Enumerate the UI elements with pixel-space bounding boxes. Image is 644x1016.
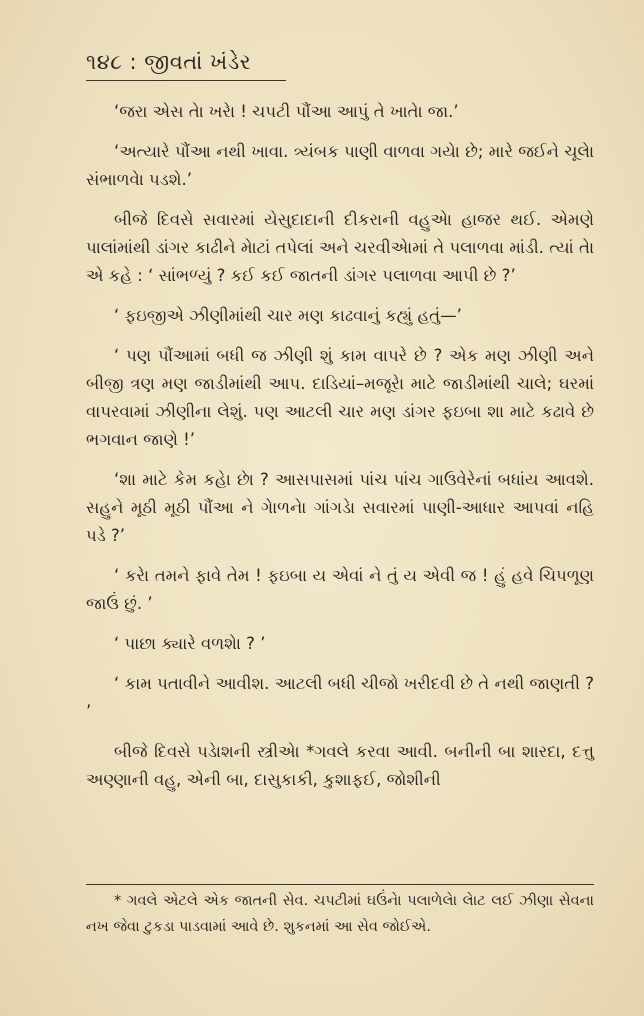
- paragraph-5: ‘ પણ પૌંઆમાં બધી જ ઝીણી શું કામ વાપરે છે ? એક મણ ઝીણી અને બીજી ત્રણ મણ જાડીમાંથી આપ. દાડિયાં–મજૂરેા માટે જાડીમાંથી ચાલે; ઘરમાં વાપરવામાં ઝીણીના લેશું. પણ આટલી ચાર મણ ડાંગર ફઇબા શા માટે કઢાવે છે ભગવાન જાણે !’: [86, 346, 594, 449]
- paragraph-7: ‘ કરેા તમને ફાવે તેમ ! ફઇબા ય એવાં ને તું ય એવી જ ! હું હવે ચિપળૂણ જાઉં છું. ’: [86, 566, 594, 613]
- paragraph-2: ‘અત્યારે પૌંઆ નથી ખાવા. ત્ર્યંબક પાણી વાળવા ગયેા છે; મારે જઈને ચૂલેા સંભાળવેા પડશે.’: [86, 142, 594, 189]
- paragraph-9: ‘ કામ પતાવીને આવીશ. આટલી બધી ચીજો ખરીદવી છે તે નથી જાણતી ? ’: [86, 674, 594, 721]
- footnote: * ગવલે એટલે એક જાતની સેવ. ચપટીમાં ઘઉંનેા પલાળેલેા લેાટ લઈ ઝીણા સેવના નખ જેવા ટુકડા પાડવામાં આવે છે. શુકનમાં આ સેવ જોઈએ.: [86, 893, 594, 935]
- paragraph-1: ‘જરા એસ તેા ખરેા ! ચપટી પૌંઆ આપું તે ખાતેા જા.’: [114, 102, 459, 121]
- paragraph-3: બીજે દિવસે સવારમાં યેસુદાદાની દીકરાની વહુએા હાજર થઈ. એમણે પાલાંમાંથી ડાંગર કાઢીને મેાટાં તપેલાં અને ચરવીએામાં તે પલાળવા માંડી. ત્યાં તેા એ કહે : ‘ સાંભળ્યું ? કઈ કઈ જાતની ડાંગર પલાળવા આપી છે ?’: [86, 210, 594, 285]
- body-text: [86, 98, 594, 806]
- footnote-rule: [86, 884, 594, 885]
- paragraph-6: ‘શા માટે કેમ કહેા છેા ? આસપાસમાં પાંચ પાંચ ગાઉવેરેનાં બધાંય આવશે. સહુને મૂઠી મૂઠી પૌંઆ ને ગેાળનેા ગાંગડેા સવારમાં પાણી-આધાર આપવાં નહિ પડે ?’: [86, 470, 594, 545]
- header-rule: [86, 80, 286, 81]
- paragraph-4: ‘ ફઇજીએ ઝીણીમાંથી ચાર મણ કાઢવાનું કહ્યું હતું—’: [114, 306, 462, 325]
- running-head: ૧૪૮ : જીવતાં ખંડેર: [86, 50, 252, 74]
- paragraph-8: ‘ પાછા ક્યારે વળશેા ? ’: [114, 634, 266, 653]
- paragraph-10: બીજે દિવસે પડેાશની સ્ત્રીએા *ગવલે કરવા આવી. બનીની બા શારદા, દત્તુ અણ્ણાની વહુ, એની બા, દાસુકાકી, કુશાફઈ, જોશીની: [86, 742, 594, 789]
